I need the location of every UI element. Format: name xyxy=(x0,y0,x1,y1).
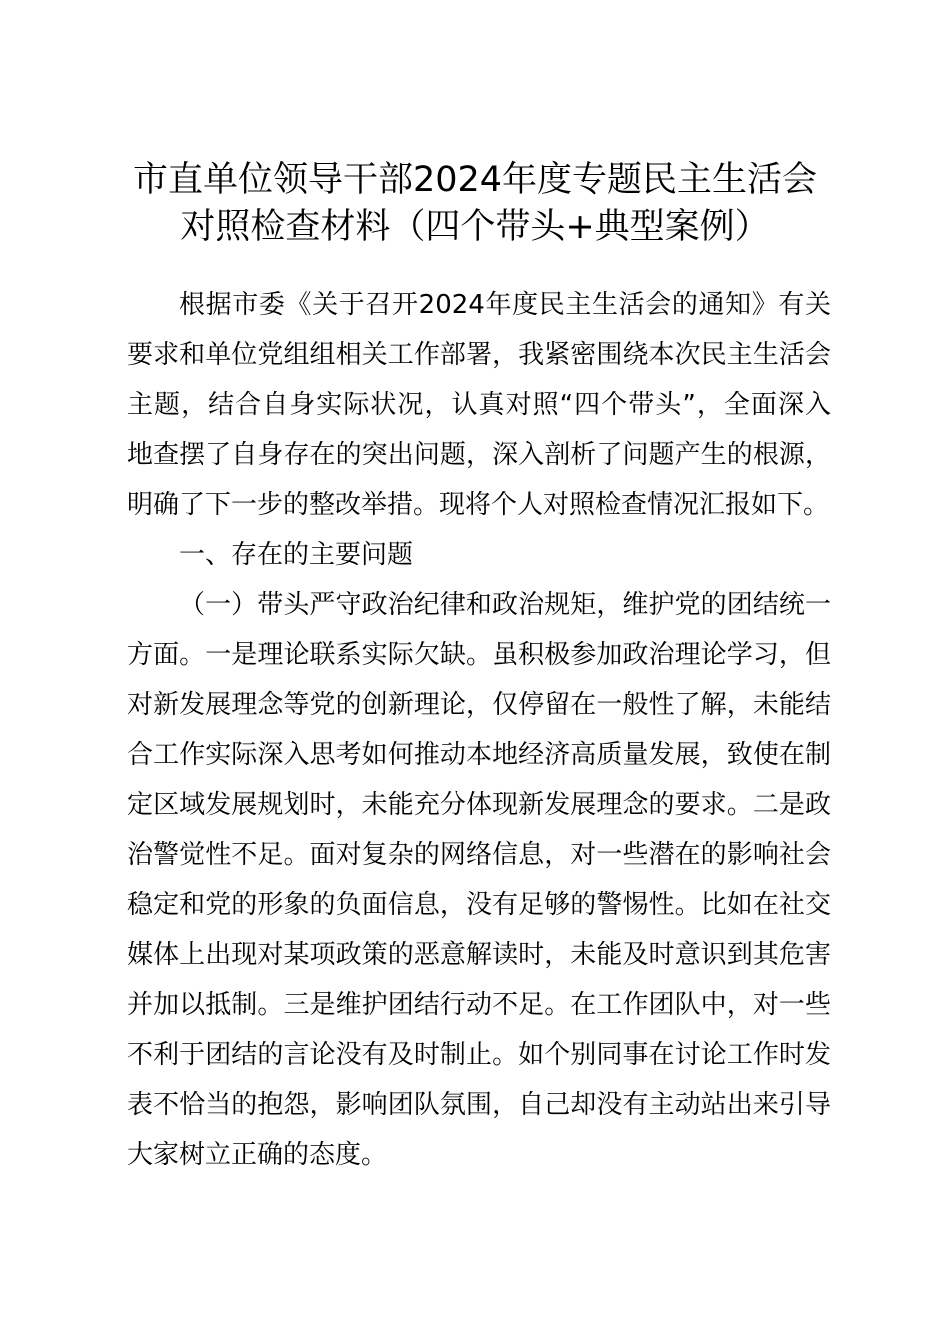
intro-line: 明确了下一步的整改举措。现将个人对照检查情况汇报如下。 xyxy=(127,490,830,520)
section-heading: 一、存在的主要问题 xyxy=(179,540,414,570)
section-paragraph-line: 合工作实际深入思考如何推动本地经济高质量发展，致使在制 xyxy=(127,740,831,770)
section-paragraph-line: 不利于团结的言论没有及时制止。如个别同事在讨论工作时发 xyxy=(127,1040,831,1070)
document-body xyxy=(127,280,831,1180)
section-paragraph-line: 治警觉性不足。面对复杂的网络信息，对一些潜在的影响社会 xyxy=(127,840,831,870)
section-paragraph-line: 表不恰当的抱怨，影响团队氛围，自己却没有主动站出来引导 xyxy=(127,1090,831,1120)
section-paragraph-line: 对新发展理念等党的创新理论，仅停留在一般性了解，未能结 xyxy=(127,690,831,720)
document-title-line-2: 对照检查材料（四个带头+典型案例） xyxy=(180,207,770,247)
intro-line: 根据市委《关于召开2024年度民主生活会的通知》有关 xyxy=(179,290,831,320)
document-title-line-1: 市直单位领导干部2024年度专题民主生活会 xyxy=(132,160,818,200)
section-paragraph-line: 大家树立正确的态度。 xyxy=(127,1140,388,1170)
section-paragraph-line: 并加以抵制。三是维护团结行动不足。在工作团队中，对一些 xyxy=(127,990,831,1020)
section-paragraph-line: 稳定和党的形象的负面信息，没有足够的警惕性。比如在社交 xyxy=(127,890,831,920)
intro-line: 地查摆了自身存在的突出问题，深入剖析了问题产生的根源， xyxy=(127,440,831,470)
intro-line: 主题，结合自身实际状况，认真对照“四个带头”，全面深入 xyxy=(127,390,831,420)
section-paragraph-line: （一）带头严守政治纪律和政治规矩，维护党的团结统一 xyxy=(179,590,831,620)
intro-line: 要求和单位党组组相关工作部署，我紧密围绕本次民主生活会 xyxy=(127,340,831,370)
section-paragraph-line: 方面。一是理论联系实际欠缺。虽积极参加政治理论学习，但 xyxy=(127,640,831,670)
section-paragraph-line: 媒体上出现对某项政策的恶意解读时，未能及时意识到其危害 xyxy=(127,940,831,970)
section-paragraph-line: 定区域发展规划时，未能充分体现新发展理念的要求。二是政 xyxy=(127,790,831,820)
